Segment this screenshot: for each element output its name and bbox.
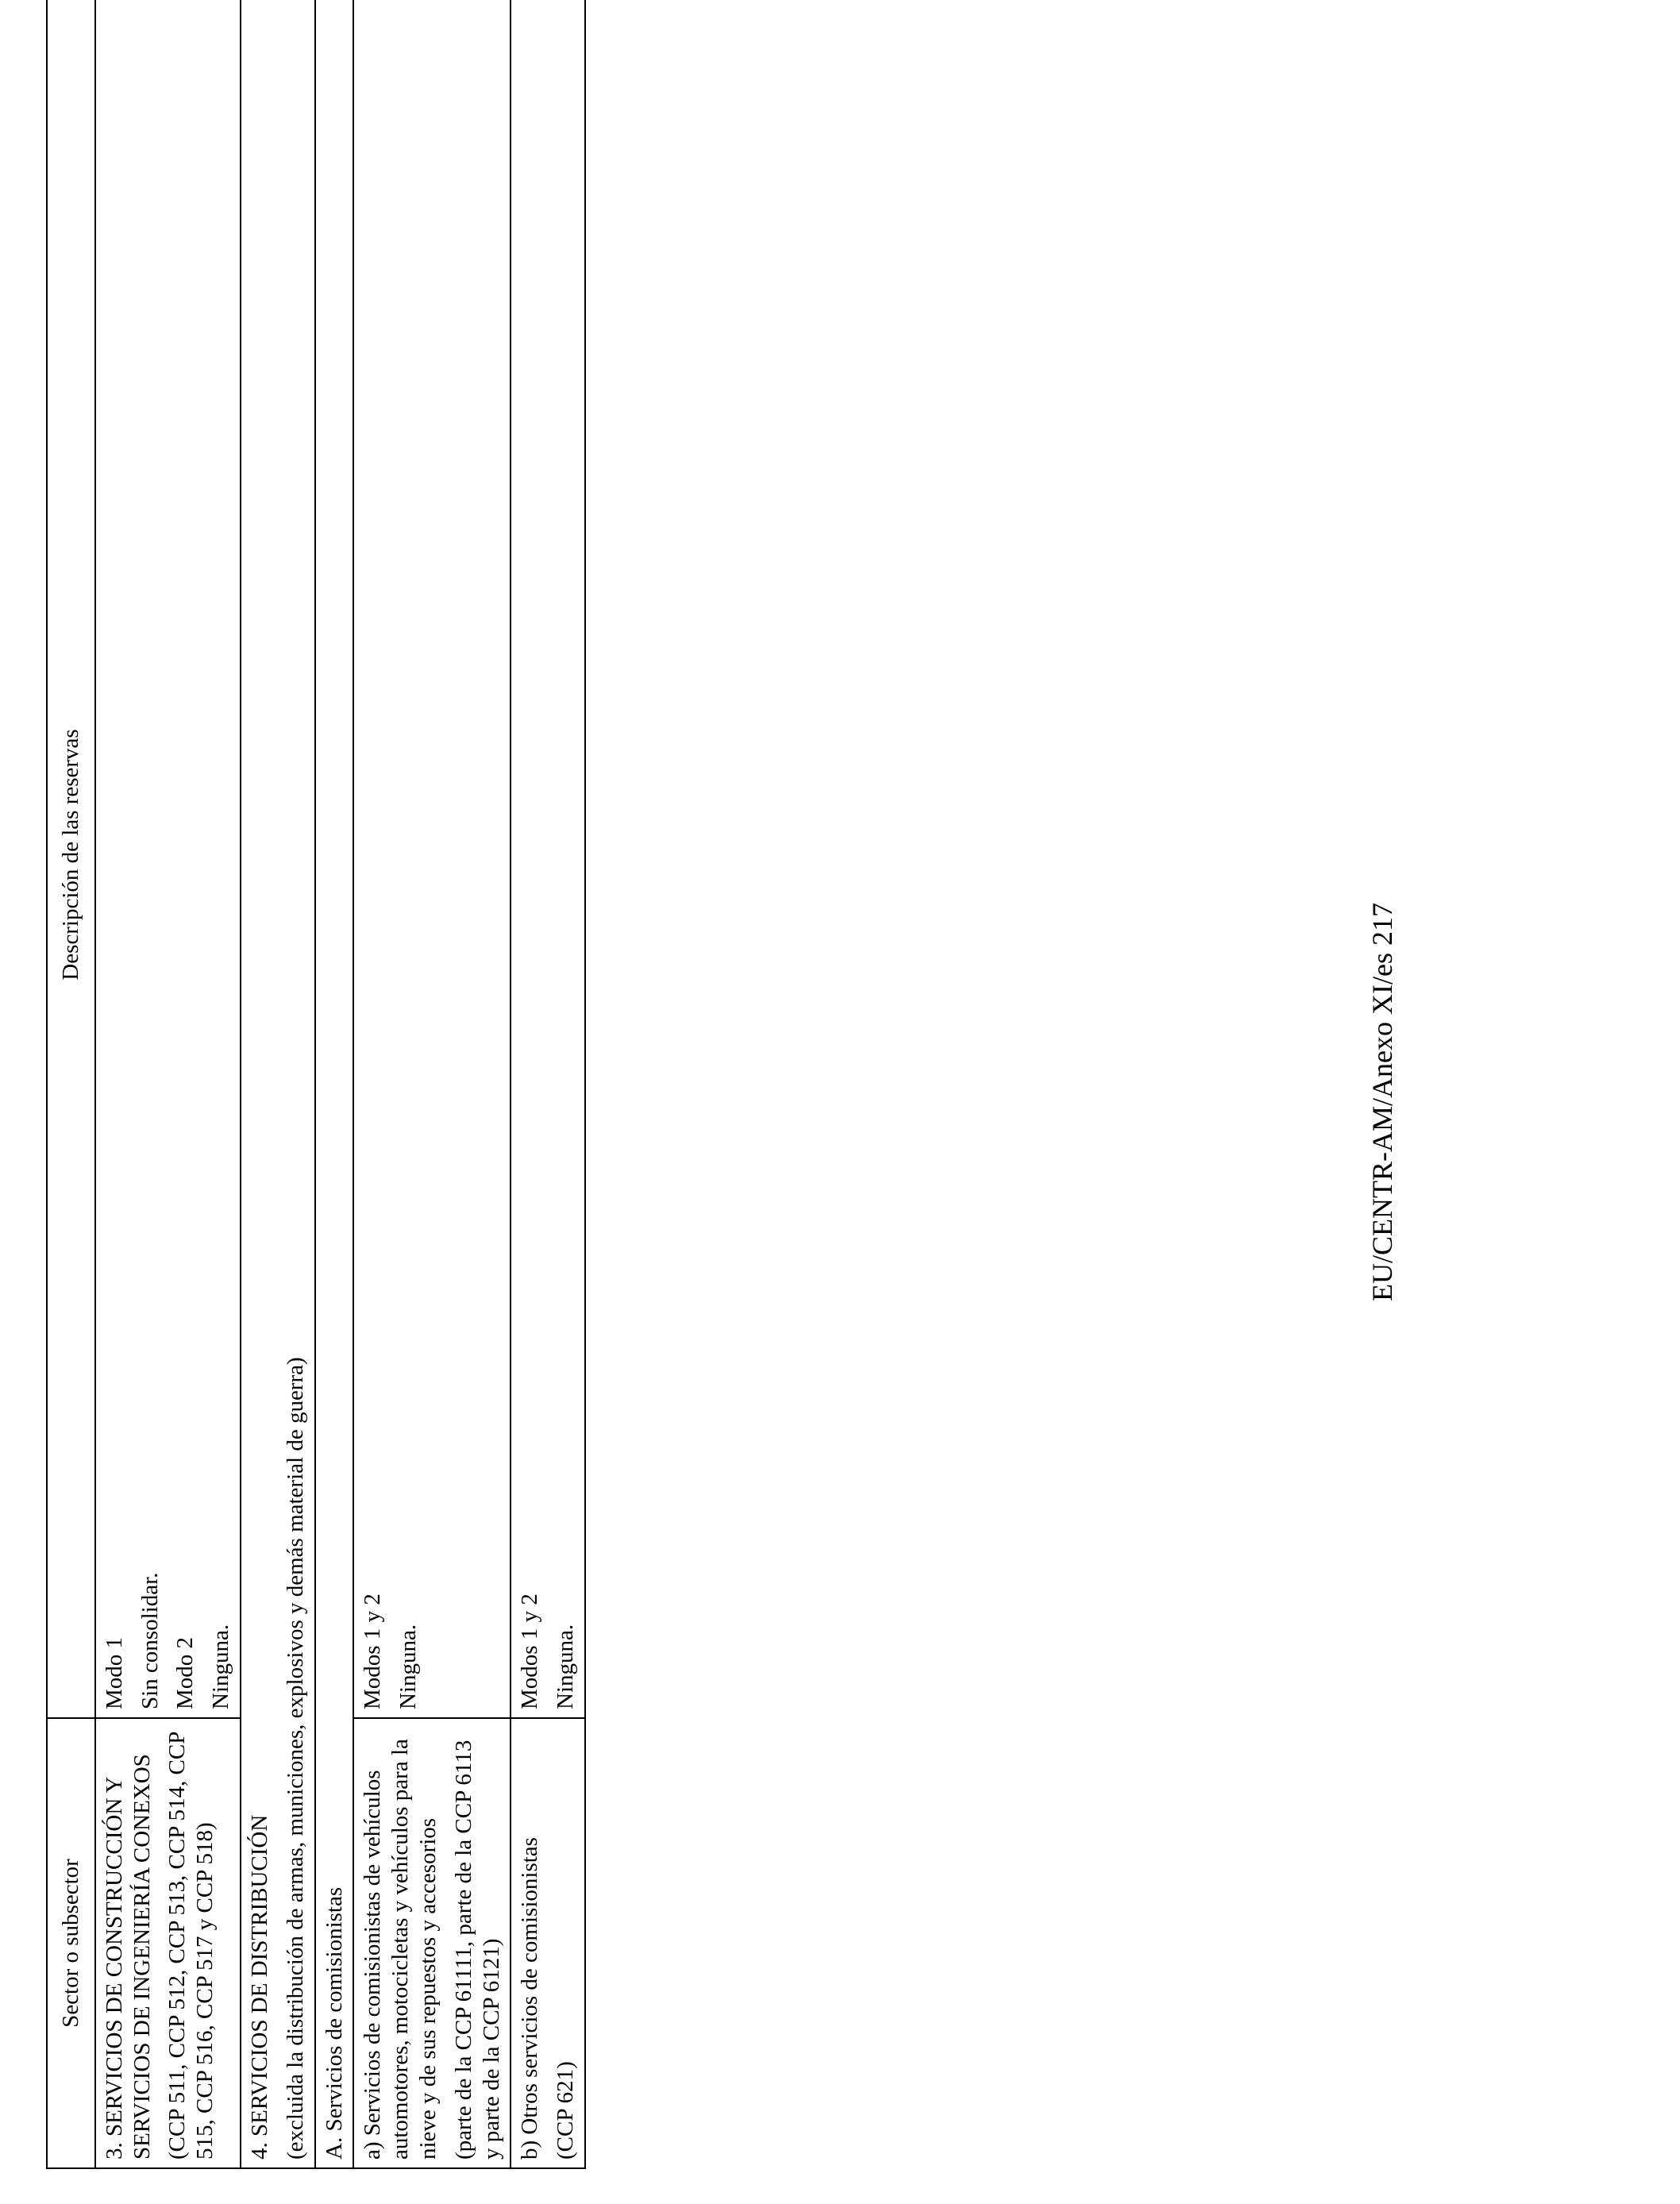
mode-label: Modos 1 y 2 [360, 1593, 386, 1709]
sector-title: b) Otros servicios de comisionistas [517, 1837, 543, 2160]
description-cell [511, 0, 585, 1718]
sector-cell [95, 1718, 241, 2168]
mode-text: Sin consolidar. [137, 1572, 163, 1709]
table-row [241, 0, 315, 2168]
sector-codes: (CCP 511, CCP 512, CCP 513, CCP 514, CCP 515, CCP 516, CCP 517 y CCP 518) [164, 1732, 218, 2160]
sector-codes: (parte de la CCP 61111, parte de la CCP 6113 y parte de la CCP 6121) [450, 1740, 504, 2160]
table-row [353, 0, 511, 2168]
description-cell [95, 0, 241, 1718]
table-header-row [47, 0, 95, 2168]
sector-cell [511, 1718, 585, 2168]
sector-codes: (CCP 621) [553, 2061, 579, 2160]
mode-text: Ninguna. [395, 1624, 422, 1709]
table-row [315, 0, 354, 2168]
mode-label: Modos 1 y 2 [517, 1593, 543, 1709]
mode-text: Ninguna. [208, 1624, 234, 1709]
subsection-title: A. Servicios de comisionistas [321, 1886, 347, 2160]
reservations-table [46, 0, 586, 2169]
sector-cell [353, 1718, 511, 2168]
description-cell [353, 0, 511, 1718]
section-heading-cell [241, 0, 315, 2168]
mode-label: Modo 1 [101, 1636, 127, 1709]
table-row [511, 0, 585, 2168]
section-title: 4. SERVICIOS DE DISTRIBUCIÓN [246, 1814, 272, 2160]
mode-text: Ninguna. [553, 1624, 579, 1709]
header-description: Descripción de las reservas [47, 0, 95, 1718]
header-sector: Sector o subsector [47, 1718, 95, 2168]
sector-title: a) Servicios de comisionistas de vehículos automotores, motocicletas y vehículos para la nieve y de sus repuestos y accesorios [360, 1739, 441, 2160]
subsection-heading-cell [315, 0, 354, 2168]
table-row [95, 0, 241, 2168]
section-subtitle: (excluida la distribución de armas, municiones, explosivos y demás material de guerra) [282, 1357, 308, 2160]
page-footer-reference: EU/CENTR-AM/Anexo XI/es 217 [1366, 903, 1398, 1301]
mode-label: Modo 2 [172, 1636, 198, 1709]
sector-title: 3. SERVICIOS DE CONSTRUCCIÓN Y SERVICIOS DE INGENIERÍA CONEXOS [101, 1754, 155, 2160]
